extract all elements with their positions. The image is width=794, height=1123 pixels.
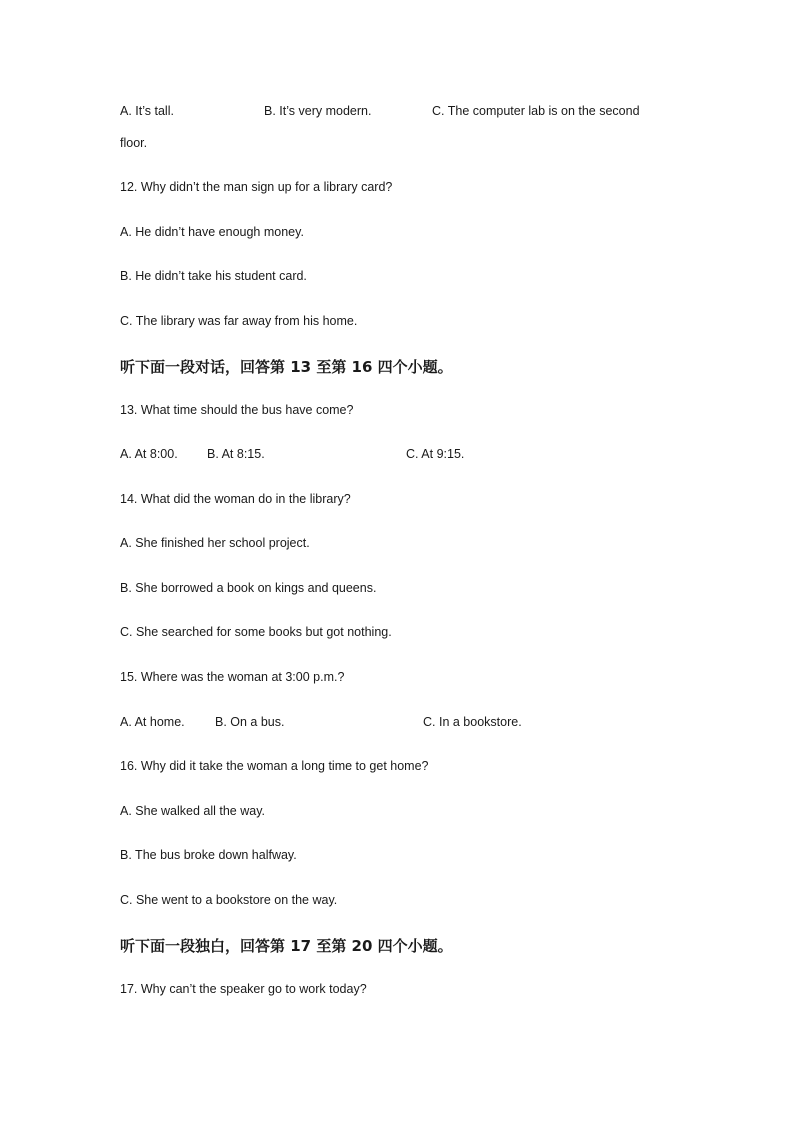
q11-option-a: A. It’s tall. — [120, 104, 174, 118]
q11-option-b: B. It’s very modern. — [264, 104, 372, 118]
q12-option-a: A. He didn’t have enough money. — [120, 225, 304, 239]
q14-option-a: A. She finished her school project. — [120, 536, 310, 550]
q15-option-a: A. At home. — [120, 715, 185, 729]
q13-option-c: C. At 9:15. — [406, 447, 465, 461]
section-heading-monologue: 听下面一段独白，回答第 17 至第 20 四个小题。 — [120, 937, 453, 955]
q16-question: 16. Why did it take the woman a long time to get home? — [120, 759, 429, 773]
q12-option-c: C. The library was far away from his home. — [120, 314, 358, 328]
q17-question: 17. Why can’t the speaker go to work today? — [120, 982, 367, 996]
q15-question: 15. Where was the woman at 3:00 p.m.? — [120, 670, 345, 684]
q11-option-c-continued: floor. — [120, 136, 148, 150]
q16-option-a: A. She walked all the way. — [120, 804, 265, 818]
q13-option-a: A. At 8:00. — [120, 447, 178, 461]
q12-question: 12. Why didn’t the man sign up for a library card? — [120, 180, 393, 194]
q16-option-b: B. The bus broke down halfway. — [120, 848, 297, 862]
q16-option-c: C. She went to a bookstore on the way. — [120, 893, 338, 907]
q14-question: 14. What did the woman do in the library? — [120, 492, 351, 506]
q11-option-c: C. The computer lab is on the second — [432, 104, 640, 118]
q15-option-b: B. On a bus. — [215, 715, 285, 729]
q15-option-c: C. In a bookstore. — [423, 715, 522, 729]
q14-option-c: C. She searched for some books but got nothing. — [120, 625, 392, 639]
section-heading-dialogue: 听下面一段对话，回答第 13 至第 16 四个小题。 — [120, 358, 453, 376]
q12-option-b: B. He didn’t take his student card. — [120, 269, 307, 283]
q13-question: 13. What time should the bus have come? — [120, 403, 354, 417]
q13-option-b: B. At 8:15. — [207, 447, 265, 461]
q14-option-b: B. She borrowed a book on kings and queens. — [120, 581, 377, 595]
